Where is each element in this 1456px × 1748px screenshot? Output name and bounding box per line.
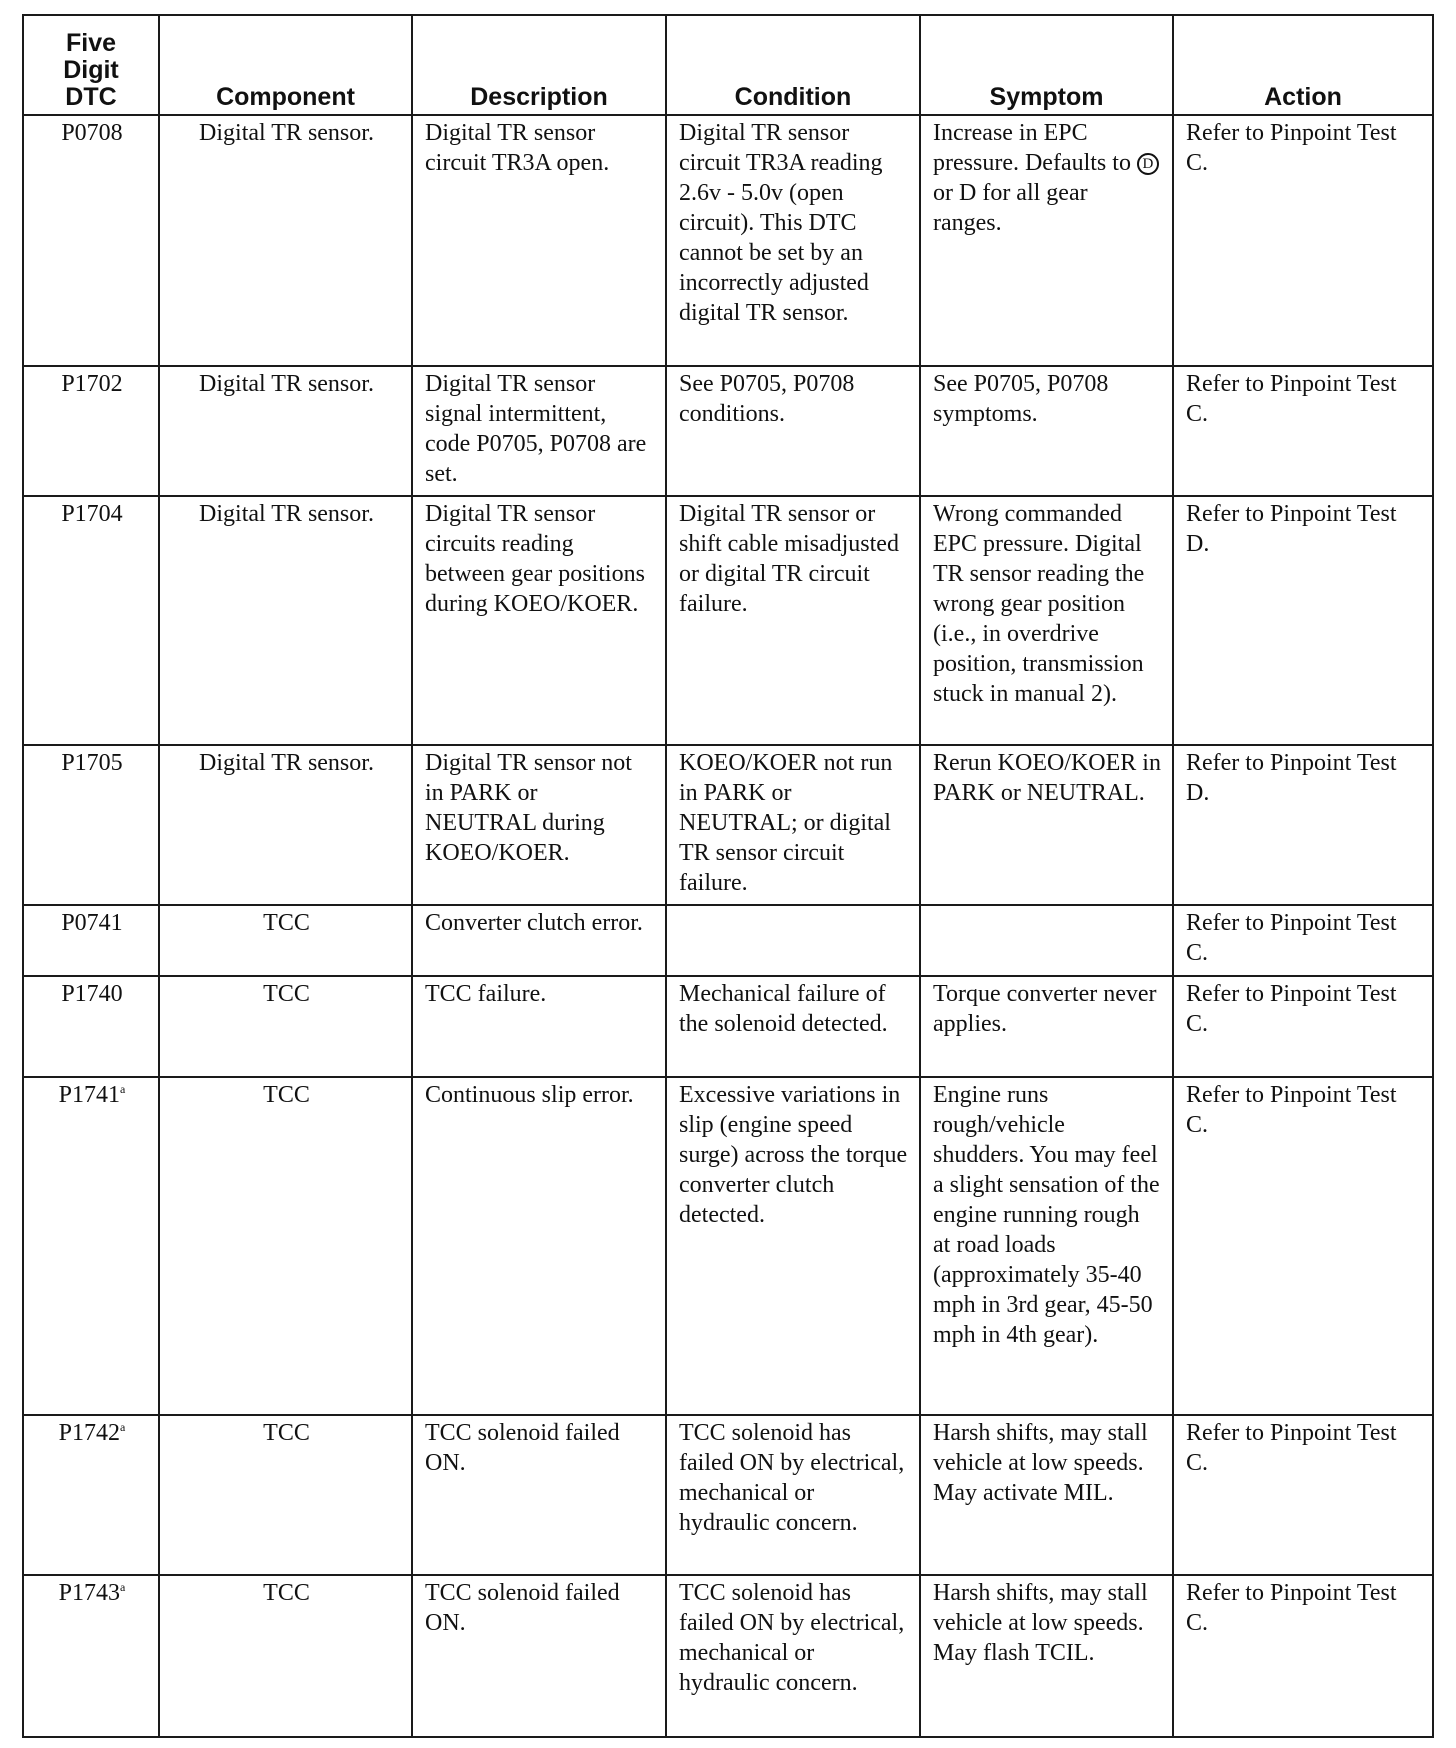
dtc-code: P1702 <box>23 366 159 496</box>
table-row <box>23 496 1433 745</box>
table-row <box>23 1077 1433 1415</box>
action-cell: Refer to Pinpoint Test C. <box>1173 976 1433 1077</box>
dtc-code: P0741 <box>23 905 159 976</box>
description-cell: TCC solenoid failed ON. <box>412 1415 666 1575</box>
action-cell: Refer to Pinpoint Test C. <box>1173 115 1433 366</box>
action-cell: Refer to Pinpoint Test D. <box>1173 496 1433 745</box>
action-cell: Refer to Pinpoint Test C. <box>1173 1575 1433 1737</box>
condition-cell: See P0705, P0708 conditions. <box>666 366 920 496</box>
description-cell: TCC solenoid failed ON. <box>412 1575 666 1737</box>
header-row <box>23 15 1433 115</box>
description-cell: Digital TR sensor signal intermittent, code P0705, P0708 are set. <box>412 366 666 496</box>
symptom-cell <box>920 905 1173 976</box>
table-row <box>23 115 1433 366</box>
header-description: Description <box>412 15 666 115</box>
dtc-code: P1742$^a$ <box>23 1415 159 1575</box>
description-cell: Converter clutch error. <box>412 905 666 976</box>
symptom-cell: Harsh shifts, may stall vehicle at low speeds. May flash TCIL. <box>920 1575 1173 1737</box>
component-cell: Digital TR sensor. <box>159 745 412 905</box>
table-row <box>23 1415 1433 1575</box>
component-cell: TCC <box>159 1575 412 1737</box>
component-cell: Digital TR sensor. <box>159 115 412 366</box>
component-cell: Digital TR sensor. <box>159 496 412 745</box>
description-cell: Continuous slip error. <box>412 1077 666 1415</box>
table-row <box>23 976 1433 1077</box>
action-cell: Refer to Pinpoint Test C. <box>1173 366 1433 496</box>
description-cell: TCC failure. <box>412 976 666 1077</box>
symptom-cell: Increase in EPC pressure. Defaults to D or D for all gear ranges. <box>920 115 1173 366</box>
action-cell: Refer to Pinpoint Test D. <box>1173 745 1433 905</box>
table-row <box>23 366 1433 496</box>
symptom-cell: Harsh shifts, may stall vehicle at low speeds. May activate MIL. <box>920 1415 1173 1575</box>
symptom-cell: See P0705, P0708 symptoms. <box>920 366 1173 496</box>
action-cell: Refer to Pinpoint Test C. <box>1173 905 1433 976</box>
description-cell: Digital TR sensor circuits reading between gear positions during KOEO/KOER. <box>412 496 666 745</box>
condition-cell: TCC solenoid has failed ON by electrical, mechanical or hydraulic concern. <box>666 1575 920 1737</box>
table-row <box>23 745 1433 905</box>
description-cell: Digital TR sensor not in PARK or NEUTRAL during KOEO/KOER. <box>412 745 666 905</box>
action-cell: Refer to Pinpoint Test C. <box>1173 1415 1433 1575</box>
dtc-code: P1741$^a$ <box>23 1077 159 1415</box>
component-cell: Digital TR sensor. <box>159 366 412 496</box>
symptom-cell: Wrong commanded EPC pressure. Digital TR sensor reading the wrong gear position (i.e., in overdrive position, transmission stuck in manual 2). <box>920 496 1173 745</box>
condition-cell: KOEO/KOER not run in PARK or NEUTRAL; or digital TR sensor circuit failure. <box>666 745 920 905</box>
component-cell: TCC <box>159 976 412 1077</box>
header-dtc: Five Digit DTC <box>23 15 159 115</box>
dtc-code: P1705 <box>23 745 159 905</box>
dtc-code: P1704 <box>23 496 159 745</box>
condition-cell: Mechanical failure of the solenoid detected. <box>666 976 920 1077</box>
component-cell: TCC <box>159 1077 412 1415</box>
description-cell: Digital TR sensor circuit TR3A open. <box>412 115 666 366</box>
symptom-cell: Engine runs rough/vehicle shudders. You may feel a slight sensation of the engine running rough at road loads (approximately 35-40 mph in 3rd gear, 45-50 mph in 4th gear). <box>920 1077 1173 1415</box>
table-row <box>23 905 1433 976</box>
action-cell: Refer to Pinpoint Test C. <box>1173 1077 1433 1415</box>
header-component: Component <box>159 15 412 115</box>
dtc-code: P0708 <box>23 115 159 366</box>
dtc-code: P1740 <box>23 976 159 1077</box>
component-cell: TCC <box>159 905 412 976</box>
condition-cell: TCC solenoid has failed ON by electrical, mechanical or hydraulic concern. <box>666 1415 920 1575</box>
condition-cell: Digital TR sensor or shift cable misadjusted or digital TR circuit failure. <box>666 496 920 745</box>
dtc-code: P1743$^a$ <box>23 1575 159 1737</box>
header-symptom: Symptom <box>920 15 1173 115</box>
component-cell: TCC <box>159 1415 412 1575</box>
condition-cell <box>666 905 920 976</box>
dtc-table <box>22 14 1434 1738</box>
symptom-cell: Torque converter never applies. <box>920 976 1173 1077</box>
symptom-cell: Rerun KOEO/KOER in PARK or NEUTRAL. <box>920 745 1173 905</box>
header-action: Action <box>1173 15 1433 115</box>
condition-cell: Excessive variations in slip (engine speed surge) across the torque converter clutch detected. <box>666 1077 920 1415</box>
header-condition: Condition <box>666 15 920 115</box>
condition-cell: Digital TR sensor circuit TR3A reading 2.6v - 5.0v (open circuit). This DTC cannot be set by an incorrectly adjusted digital TR sensor. <box>666 115 920 366</box>
circled-d-symbol: D <box>1137 153 1159 175</box>
table-row <box>23 1575 1433 1737</box>
